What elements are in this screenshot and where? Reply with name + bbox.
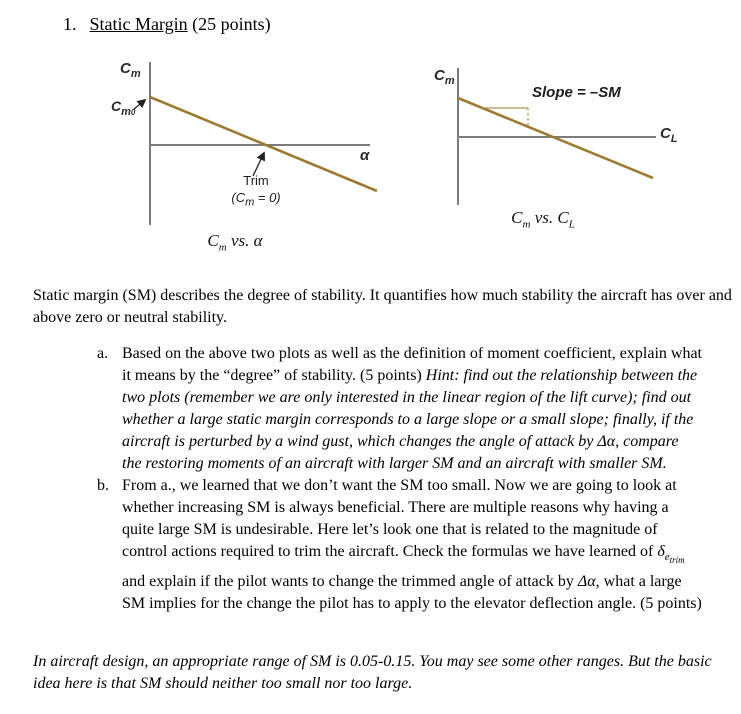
intercept-arrow xyxy=(134,100,145,109)
y-axis-label-cm: $C_m$ xyxy=(434,67,455,87)
question-title-text: Static Margin xyxy=(89,14,188,34)
x-axis-label-alpha: α xyxy=(360,147,370,164)
intro-paragraph: Static margin (SM) describes the degree of stability. It quantifies how much stability the aircraft has over and above zero or neutral stability. xyxy=(33,287,732,326)
cm-vs-alpha-plot xyxy=(100,55,400,265)
footer-note: In aircraft design, an appropriate range of SM is 0.05-0.15. You may see some other ranges. But the basic idea here is that SM should neither too small nor too large. xyxy=(33,653,712,692)
delta-e-trim-symbol: $\delta_{e_{trim}}$ xyxy=(657,543,685,566)
intercept-label-cm0: $C_{m0}$ xyxy=(111,98,136,118)
question-title xyxy=(63,14,271,35)
question-list xyxy=(97,343,702,615)
list-item-a xyxy=(97,343,702,475)
item-b-text-2: and explain if the pilot wants to change the trimmed angle of attack by xyxy=(122,573,578,591)
item-b-text-3: , what a large SM implies for the change the pilot has to apply to the elevator deflection angle. (5 points) xyxy=(122,573,702,613)
item-b-delta-alpha: Δα xyxy=(577,573,596,591)
question-points: (25 points) xyxy=(187,14,271,34)
trim-equation: $(C_m = 0)$ xyxy=(231,190,281,209)
question-number: 1. xyxy=(63,14,77,34)
x-axis-label-cl: $C_L$ xyxy=(660,125,678,145)
item-b-text-1: From a., we learned that we don’t want the SM too small. Now we are going to look at whether increasing SM is always beneficial. There are multiple reasons why having a quite large SM is undesirable. Here let’s look one that is related to the magnitude of control actions required to trim the aircraft. Check the formulas we have learned of xyxy=(122,477,677,560)
list-marker-a: a. xyxy=(97,345,109,362)
list-item-b xyxy=(97,475,702,615)
trim-annotation: Trim xyxy=(243,173,269,188)
y-axis-label-cm: $C_m$ xyxy=(120,60,141,80)
cm-vs-cl-plot xyxy=(420,60,715,235)
list-marker-b: b. xyxy=(97,477,109,494)
caption-cm-vs-alpha: $C_m$ vs. α xyxy=(207,231,263,254)
caption-cm-vs-cl: $C_m$ vs. $C_L$ xyxy=(511,208,575,231)
slope-label: Slope = –SM xyxy=(532,84,621,101)
item-a-hint: Hint: find out the relationship between the two plots (remember we are only interested in the linear region of the lift curve); find out whether a large static margin corresponds to a large slope or a small slope; finally, if the aircraft is perturbed by a wind gust, which changes the angle of attack by Δα, compare the restoring moments of an aircraft with larger SM and an aircraft with smaller SM. xyxy=(122,367,698,472)
item-a-text: Based on the above two plots as well as the definition of moment coefficient, explain what it means by the “degree” of stability. (5 points) xyxy=(122,345,702,384)
